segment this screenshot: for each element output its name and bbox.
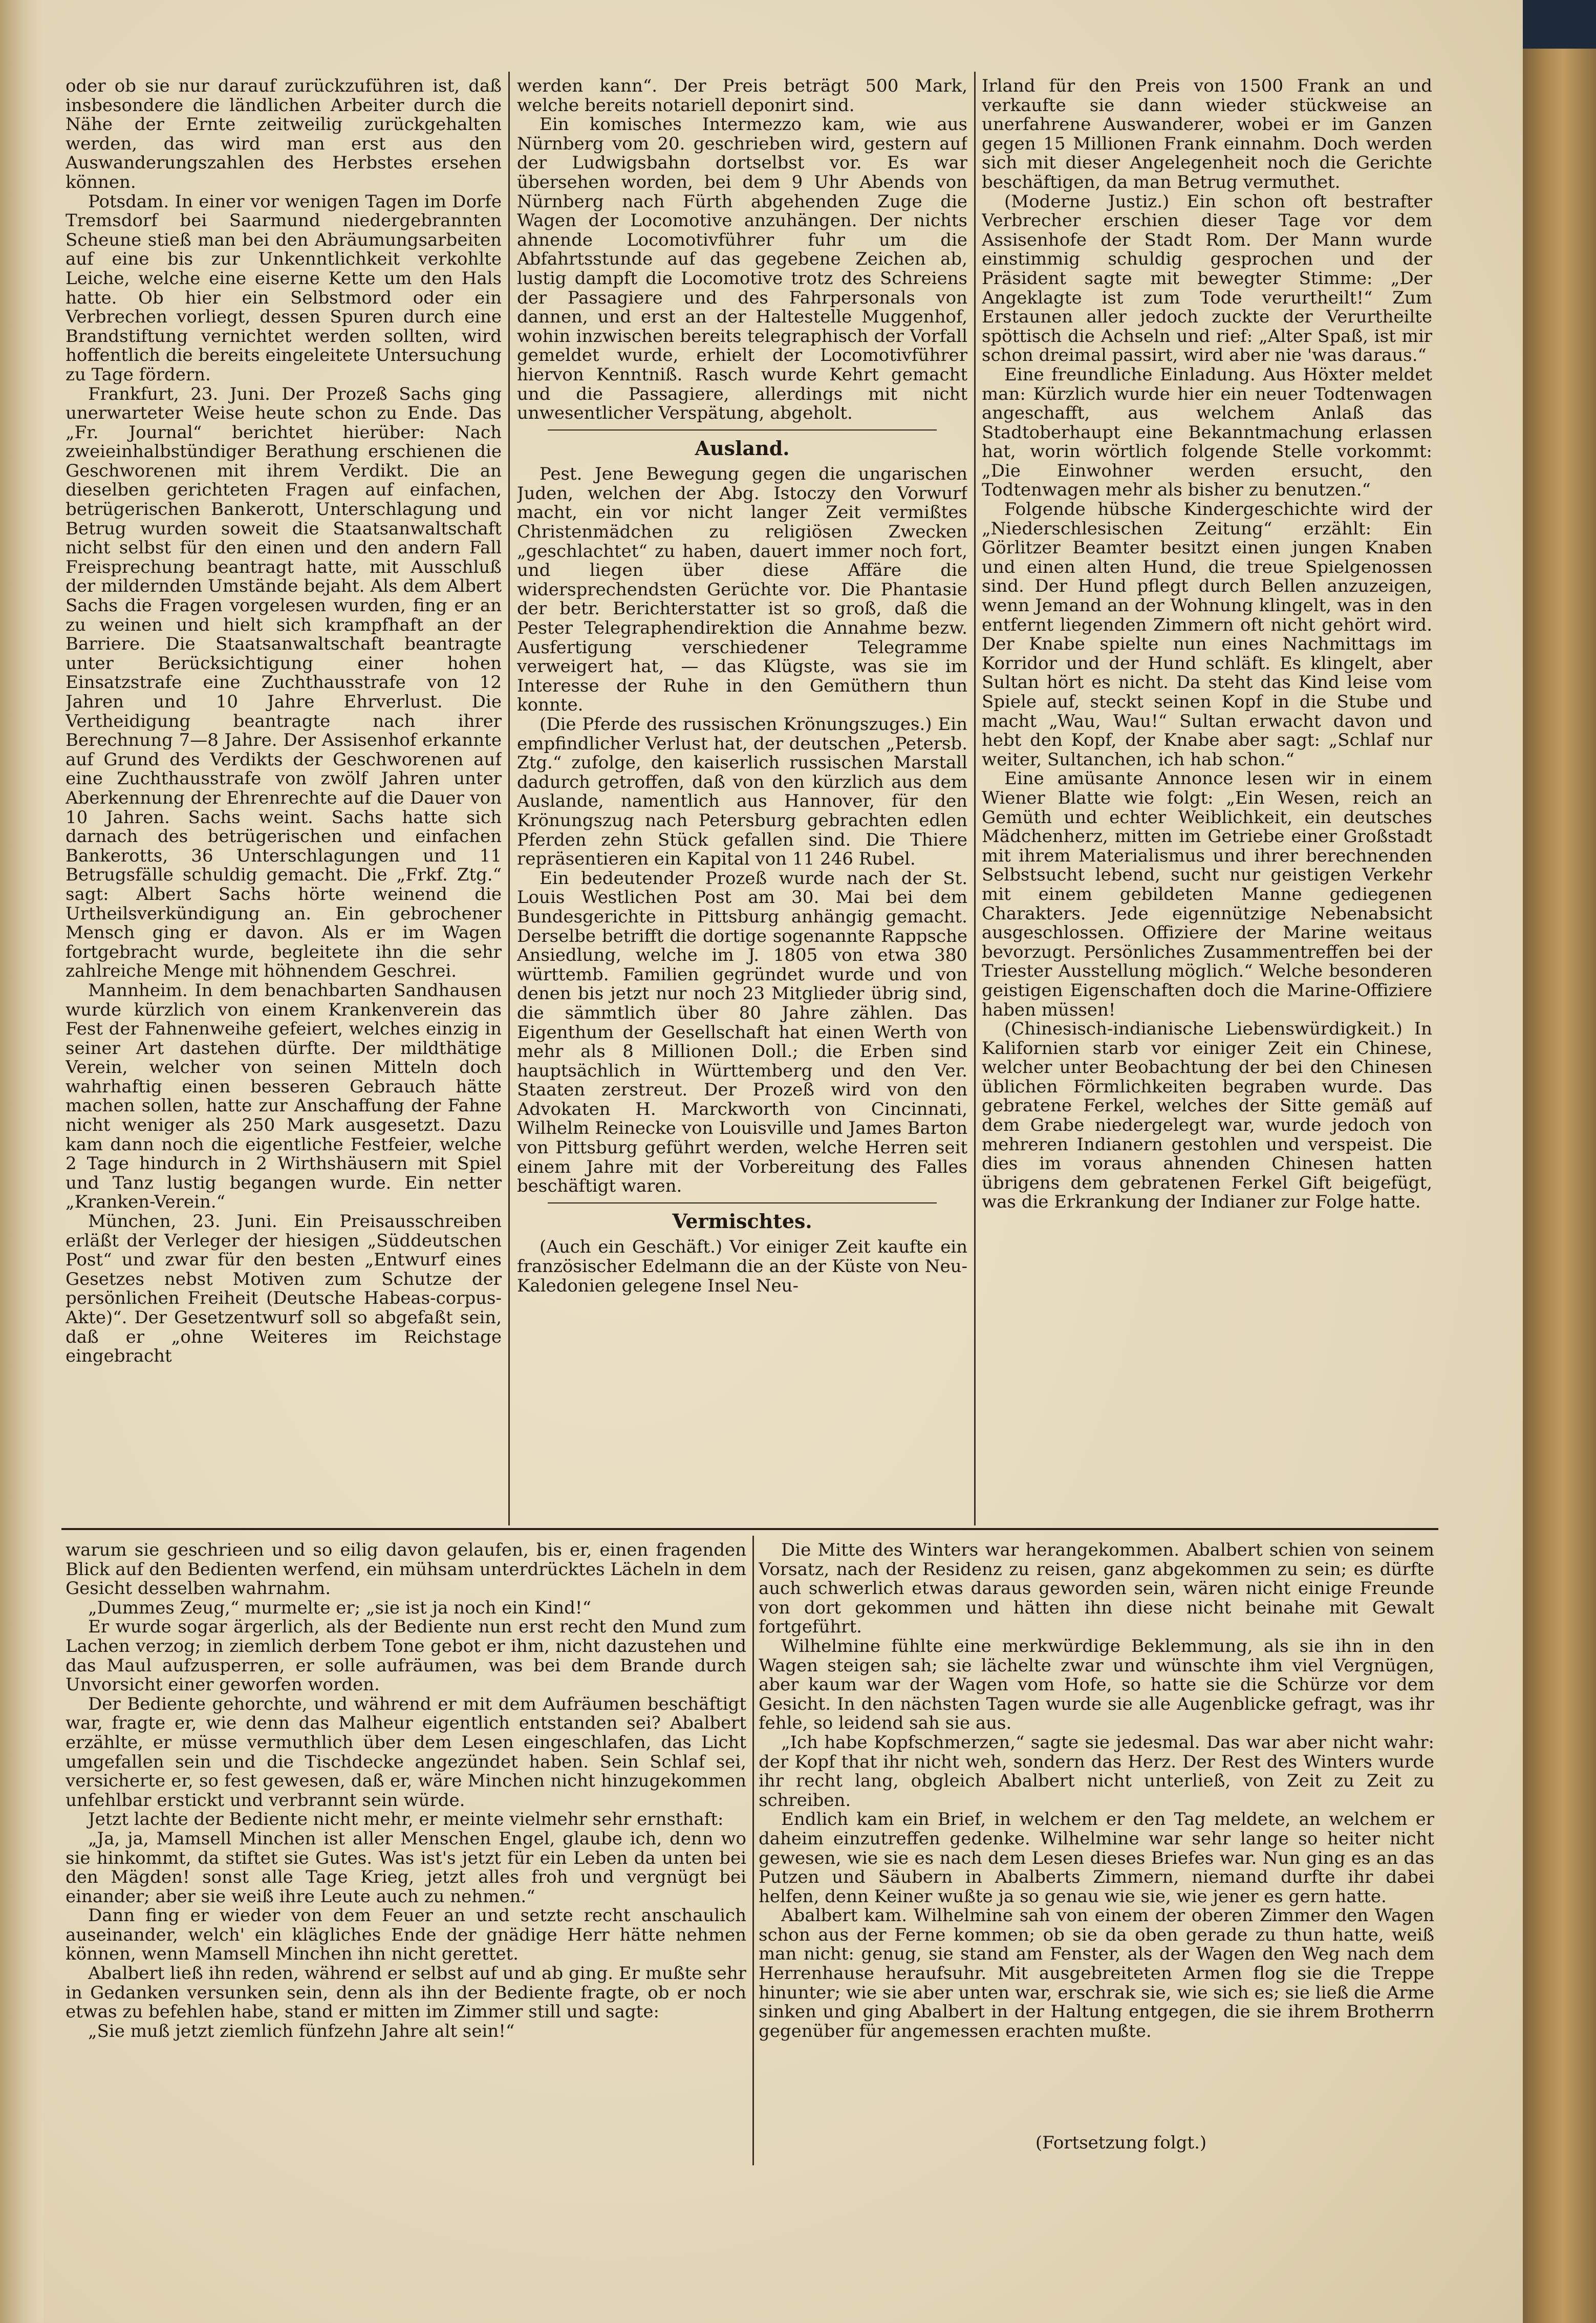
feuilleton-paragraph: Endlich kam ein Brief, in welchem er den Tag meldete, an welchem er daheim einzutreffen gedenke. Wilhelmine war sehr lange so heiter nicht gewesen, wie sie es nach dem Lesen dieses Briefes war. Nun ging es an das Putzen und Säubern in Abalberts Zimmern, niemand durfte ihr dabei helfen, denn Keiner wußte ja so genau wie sie, wie jener es gern hatte. [759, 1809, 1434, 1907]
column-divider [508, 72, 510, 1525]
book-binding [1523, 0, 1596, 2323]
feuilleton-paragraph: warum sie geschrieen und so eilig davon gelaufen, bis er, einen fragenden Blick auf den Bedienten werfend, ein mühsam unterdrücktes Lächeln in dem Gesicht desselben wahrnahm. [66, 1541, 746, 1599]
section-heading-vermischtes: Vermischtes. [672, 1209, 812, 1233]
article-muenchen: München, 23. Juni. Ein Preisausschreiben erläßt der Verleger der hiesigen „Süddeutschen Post“ und zwar für den besten „Entwurf eines Gesetzes nebst Motiven zum Schutze der persönlichen Freiheit (Deutsche Habeas-corpus-Akte)“. Der Gesetzentwurf soll so abgefaßt sein, daß er „ohne Weiteres im Reichstage eingebracht [66, 1211, 502, 1367]
feuilleton-paragraph: „Ich habe Kopfschmerzen,“ sagte sie jedesmal. Das war aber nicht wahr: der Kopf that ihr nicht weh, sondern das Herz. Der Rest des Winters wurde ihr recht lang, obgleich Abalbert nicht unterließ, von Zeit zu Zeit zu schreiben. [759, 1732, 1434, 1811]
column-1 [66, 77, 502, 1515]
article-paragraph: oder ob sie nur darauf zurückzuführen ist, daß insbesondere die ländlichen Arbeiter durch die Nähe der Ernte zeitweilig zurückgehalten werden, das wird man erst aus den Auswanderungszahlen des Herbstes ersehen können. [66, 77, 502, 192]
section-rule [548, 1202, 937, 1203]
article-mannheim: Mannheim. In dem benachbarten Sandhausen wurde kürzlich von einem Krankenverein das Fest der Fahnenweihe gefeiert, welches einzig in seiner Art dastehen dürfte. Der mildthätige Verein, welcher von seinen Mitteln doch wahrhaftig einen besseren Gebrauch hätte machen sollen, hatte zur Anschaffung der Fahne nicht weniger als 250 Mark ausgesetzt. Dazu kam dann noch die eigentliche Festfeier, welche 2 Tage hindurch in 2 Wirthshäusern mit Spiel und Tanz lustig begangen wurde. Ein netter „Kranken-Verein.“ [66, 980, 502, 1213]
article-potsdam: Potsdam. In einer vor wenigen Tagen im Dorfe Tremsdorf bei Saarmund niedergebrannten Scheune stieß man bei den Abräumungsarbeiten auf eine bis zur Unkenntlichkeit verkohlte Leiche, welche eine eiserne Kette um den Hals hatte. Ob hier ein Selbstmord oder ein Verbrechen vorliegt, dessen Spuren durch eine Brandstiftung vernichtet werden sollten, wird hoffentlich die bereits eingeleitete Untersuchung zu Tage fördern. [66, 191, 502, 385]
article-prozess: Ein bedeutender Prozeß wurde nach der St. Louis Westlichen Post am 30. Mai bei dem Bundesgerichte in Pittsburg anhängig gemacht. Derselbe betrifft die dortige sogenannte Rappsche Ansiedlung, welche im J. 1805 von etwa 380 württemb. Familien gegründet wurde und von denen bis jetzt nur noch 23 Mitglieder übrig sind, die sämmtlich über 80 Jahre zählen. Das Eigenthum der Gesellschaft hat einen Werth von mehr als 8 Millionen Doll.; die Erben sind hauptsächlich in Württemberg und den Ver. Staaten zerstreut. Der Prozeß wird von den Advokaten H. Marckworth von Cincinnati, Wilhelm Reinecke von Louisville und James Barton von Pittsburg geführt werden, welche Herren seit einem Jahre mit der Vorbereitung des Falles beschäftigt waren. [517, 868, 967, 1197]
feuilleton-paragraph: „Ja, ja, Mamsell Minchen ist aller Menschen Engel, glaube ich, denn wo sie hinkommt, da stiftet sie Gutes. Was ist's jetzt für ein Leben da unten bei den Mägden! sonst alle Tage Krieg, jetzt alles froh und vergnügt bei einander; aber sie weiß ihre Leute auch zu nehmen.“ [66, 1828, 746, 1907]
article-paragraph: Irland für den Preis von 1500 Frank an und verkaufte sie dann wieder stückweise an unerfahrene Auswanderer, wobei er im Ganzen gegen 15 Millionen Frank einnahm. Doch werden sich mit dieser Angelegenheit noch die Gerichte beschäftigen, da man Betrug vermuthet. [982, 77, 1432, 192]
feuilleton-paragraph: „Sie muß jetzt ziemlich fünfzehn Jahre alt sein!“ [88, 2020, 515, 2041]
feuilleton-paragraph: Abalbert kam. Wilhelmine sah von einem der oberen Zimmer den Wagen schon aus der Ferne kommen; ob sie da oben gerade zu thun hatte, weiß man nicht: genug, sie stand am Fenster, als der Wagen den Weg nach dem Herrenhause heraufsuhr. Mit ausgebreiteten Armen flog sie die Treppe hinunter; wie sie aber unten war, erschrak sie, wie sich es; sie ließ die Arme sinken und ging Abalbert in der Haltung entgegen, die sie ihrem Brotherrn gegenüber für angemessen erachten mußte. [759, 1905, 1434, 2041]
column-divider [752, 1536, 754, 2165]
feuilleton-paragraph: Wilhelmine fühlte eine merkwürdige Beklemmung, als sie ihn in den Wagen steigen sah; sie lächelte zwar und wünschte ihm viel Vergnügen, aber kaum war der Wagen vom Hofe, so hatte sie die Schürze vor dem Gesicht. In den nächsten Tagen wurde sie alle Augenblicke gefragt, was ihr fehle, so leidend sah sie aus. [759, 1636, 1434, 1734]
article-paragraph: werden kann“. Der Preis beträgt 500 Mark, welche bereits notariell deponirt sind. [517, 77, 967, 116]
article-kindergeschichte: Folgende hübsche Kindergeschichte wird der „Niederschlesischen Zeitung“ erzählt: Ein Görlitzer Beamter besitzt einen jungen Knaben und einen alten Hund, die treue Spielgenossen sind. Der Hund pflegt durch Bellen anzuzeigen, wenn Jemand an der Wohnung klingelt, was in den entfernt liegenden Zimmern oft nicht gehört wird. Der Knabe spielte nun eines Nachmittags im Korridor und der Hund schläft. Es klingelt, aber Sultan hört es nicht. Da steht das Kind leise vom Spiele auf, steckt seinen Kopf in die Stube und macht „Wau, Wau!“ Sultan erwacht davon und hebt den Kopf, der Knabe aber sagt: „Schlaf nur weiter, Sultanchen, ich hab schon.“ [982, 499, 1432, 770]
feuilleton-right-column [759, 1541, 1434, 2130]
section-rule [548, 429, 937, 431]
column-3 [982, 77, 1432, 1515]
article-pest: Pest. Jene Bewegung gegen die ungarischen Juden, welchen der Abg. Istoczy den Vorwurf macht, ein vor nicht langer Zeit vermißtes Christenmädchen zu religiösen Zwecken „geschlachtet“ zu haben, dauert immer noch fort, und liegen über diese Affäre die widersprechendsten Gerüchte vor. Die Phantasie der betr. Berichterstatter ist so groß, daß die Pester Telegraphendirektion die Annahme bezw. Ausfertigung verschiedener Telegramme verweigert hat, — das Klügste, was sie im Interesse der Ruhe in den Gemüthern thun konnte. [517, 464, 967, 716]
feuilleton-paragraph: Die Mitte des Winters war herangekommen. Abalbert schien von seinem Vorsatz, nach der Residenz zu reisen, ganz abgekommen zu sein; es dürfte auch schwerlich etwas daraus geworden sein, wären nicht einige Freunde von dort gekommen und hätten ihn diese nicht beinahe mit Gewalt fortgeführt. [759, 1541, 1434, 1638]
feuilleton-left-column [66, 1541, 746, 2150]
feuilleton-paragraph: Er wurde sogar ärgerlich, als der Bediente nun erst recht den Mund zum Lachen verzog; in ziemlich derbem Tone gebot er ihm, nicht dazustehen und das Maul aufzusperren, er solle aufräumen, was bei dem Brande durch Unvorsicht einer geworfen worden. [66, 1617, 746, 1695]
article-geschaeft: (Auch ein Geschäft.) Vor einiger Zeit kaufte ein französischer Edelmann die an der Küste von Neu-Kaledonien gelegene Insel Neu- [517, 1237, 967, 1296]
feuilleton-paragraph: „Dummes Zeug,“ murmelte er; „sie ist ja noch ein Kind!“ [88, 1597, 591, 1618]
column-2 [517, 77, 967, 1515]
article-pferde: (Die Pferde des russischen Krönungszuges.) Ein empfindlicher Verlust hat, der deutschen „Petersb. Ztg.“ zufolge, den kaiserlich russischen Marstall dadurch getroffen, daß von den kürzlich aus dem Auslande, namentlich aus Hannover, für den Krönungszug nach Petersburg gebrachten edlen Pferden zehn Stück gefallen sind. Die Thiere repräsentieren ein Kapital von 11 246 Rubel. [517, 714, 967, 870]
article-intermezzo: Ein komisches Intermezzo kam, wie aus Nürnberg vom 20. geschrieben wird, gestern auf der Ludwigsbahn dortselbst vor. Es war übersehen worden, bei dem 9 Uhr Abends von Nürnberg nach Fürth abgehenden Zuge die Wagen der Locomotive anzuhängen. Der nichts ahnende Locomotivführer fuhr um die Abfahrtsstunde auf das gegebene Zeichen ab, lustig dampft die Locomotive trotz des Schreiens der Passagiere und des Fahrpersonals von dannen, und erst an der Haltestelle Muggenhof, wohin inzwischen bereits telegraphisch der Vorfall gemeldet wurde, erhielt der Locomotivführer hiervon Kenntniß. Rasch wurde Kehrt gemacht und die Passagiere, allerdings mit nicht unwesentlicher Verspätung, abgeholt. [517, 114, 967, 424]
article-einladung: Eine freundliche Einladung. Aus Höxter meldet man: Kürzlich wurde hier ein neuer Todtenwagen angeschafft, aus welchem Anlaß das Stadtoberhaupt eine Bekanntmachung erlassen hat, worin wörtlich folgende Stelle vorkommt: „Die Einwohner werden ersucht, den Todtenwagen mehr als bisher zu benutzen.“ [982, 364, 1432, 501]
section-heading-ausland: Ausland. [695, 436, 790, 460]
feuilleton-rule [61, 1528, 1438, 1530]
article-frankfurt: Frankfurt, 23. Juni. Der Prozeß Sachs ging unerwarteter Weise heute schon zu Ende. Das „Fr. Journal“ berichtet hierüber: Nach zweieinhalbstündiger Berathung erschienen die Geschworenen mit ihrem Verdikt. Die an dieselben gerichteten Fragen auf einfachen, betrügerischen Bankerott, Unterschlagung und Betrug wurden soweit die Staatsanwaltschaft nicht selbst für den einen und den andern Fall Freisprechung beantragt hatte, mit Ausschluß der mildernden Umstände bejaht. Als dem Albert Sachs die Fragen vorgelesen wurden, fing er an zu weinen und hielt sich krampfhaft an der Barriere. Die Staatsanwaltschaft beantragte unter Berücksichtigung einer hohen Einsatzstrafe eine Zuchthausstrafe von 12 Jahren und 10 Jahre Ehrverlust. Die Vertheidigung beantragte nach ihrer Berechnung 7—8 Jahre. Der Assisenhof erkannte auf Grund des Verdikts der Geschworenen auf eine Zuchthausstrafe von zwölf Jahren unter Aberkennung der Ehrenrechte auf die Dauer von 10 Jahren. Sachs weint. Sachs hatte sich darnach des betrügerischen und einfachen Bankerotts, 36 Unterschlagungen und 11 Betrugsfälle schuldig gemacht. Die „Frkf. Ztg.“ sagt: Albert Sachs hörte weinend die Urtheilsverkündigung an. Ein gebrochener Mensch ging er davon. Als er im Wagen fortgebracht wurde, begleitete ihn die sehr zahlreiche Menge mit höhnendem Geschrei. [66, 383, 502, 982]
feuilleton-paragraph: Der Bediente gehorchte, und während er mit dem Aufräumen beschäftigt war, fragte er, wie denn das Malheur eigentlich entstanden sei? Abalbert erzählte, er müsse vermuthlich über dem Lesen eingeschlafen, das Licht umgefallen sein und die Tischdecke angezündet haben. Sein Schlaf sei, versicherte er, so fest gewesen, daß er, wäre Minchen nicht hinzugekommen unfehlbar erstickt und verbrannt sein würde. [66, 1693, 746, 1811]
column-divider [974, 72, 976, 1525]
feuilleton-paragraph: Jetzt lachte der Bediente nicht mehr, er meinte vielmehr sehr ernsthaft: [88, 1809, 724, 1830]
article-annonce: Eine amüsante Annonce lesen wir in einem Wiener Blatte wie folgt: „Ein Wesen, reich an Gemüth und echter Weiblichkeit, ein deutsches Mädchenherz, mitten im Getriebe einer Großstadt mit ihrem Materialismus und ihrer berechnenden Selbstsucht lebend, sucht nur geistigen Verkehr mit einem gebildeten Manne gediegenen Charakters. Jede eigennützige Nebenabsicht ausgeschlossen. Offiziere der Marine weitaus bevorzugt. Persönliches Zusammentreffen bei der Triester Ausstellung möglich.“ Welche besonderen geistigen Eigenschaften doch die Marine-Offiziere haben müssen! [982, 768, 1432, 1020]
feuilleton-paragraph: Abalbert ließ ihn reden, während er selbst auf und ab ging. Er mußte sehr in Gedanken versunken sein, denn als ihn der Bediente fragte, ob er noch etwas zu befehlen habe, stand er mitten im Zimmer still und sagte: [66, 1963, 746, 2023]
article-chinesisch: (Chinesisch-indianische Liebenswürdigkeit.) In Kalifornien starb vor einiger Zeit ein Chinese, welcher unter Beobachtung der bei den Chinesen üblichen Förmlichkeiten begraben wurde. Das gebratene Ferkel, welches der Sitte gemäß auf dem Grabe niedergelegt war, wurde jedoch von mehreren Indianern gestohlen und verspeist. Die dies im voraus ahnenden Chinesen hatten übrigens dem gebratenen Ferkel Gift beigefügt, was die Erkrankung der Indianer zur Folge hatte. [982, 1019, 1432, 1213]
page-left-edge [0, 0, 44, 2323]
continuation-note: (Fortsetzung folgt.) [1035, 2133, 1207, 2153]
binding-cover [1523, 0, 1596, 49]
article-justiz: (Moderne Justiz.) Ein schon oft bestrafter Verbrecher erschien dieser Tage vor dem Assisenhofe der Stadt Rom. Der Mann wurde einstimmig schuldig gesprochen und der Präsident sagte mit bewegter Stimme: „Der Angeklagte ist zum Tode verurtheilt!“ Zum Erstaunen aller jedoch zuckte der Verurtheilte spöttisch die Achseln und rief: „Alter Spaß, ist mir schon dreimal passirt, wird aber nie 'was daraus.“ [982, 191, 1432, 366]
feuilleton-paragraph: Dann fing er wieder von dem Feuer an und setzte recht anschaulich auseinander, welch' ein klägliches Ende der gnädige Herr hätte nehmen können, wenn Mamsell Minchen ihn nicht gerettet. [66, 1905, 746, 1965]
